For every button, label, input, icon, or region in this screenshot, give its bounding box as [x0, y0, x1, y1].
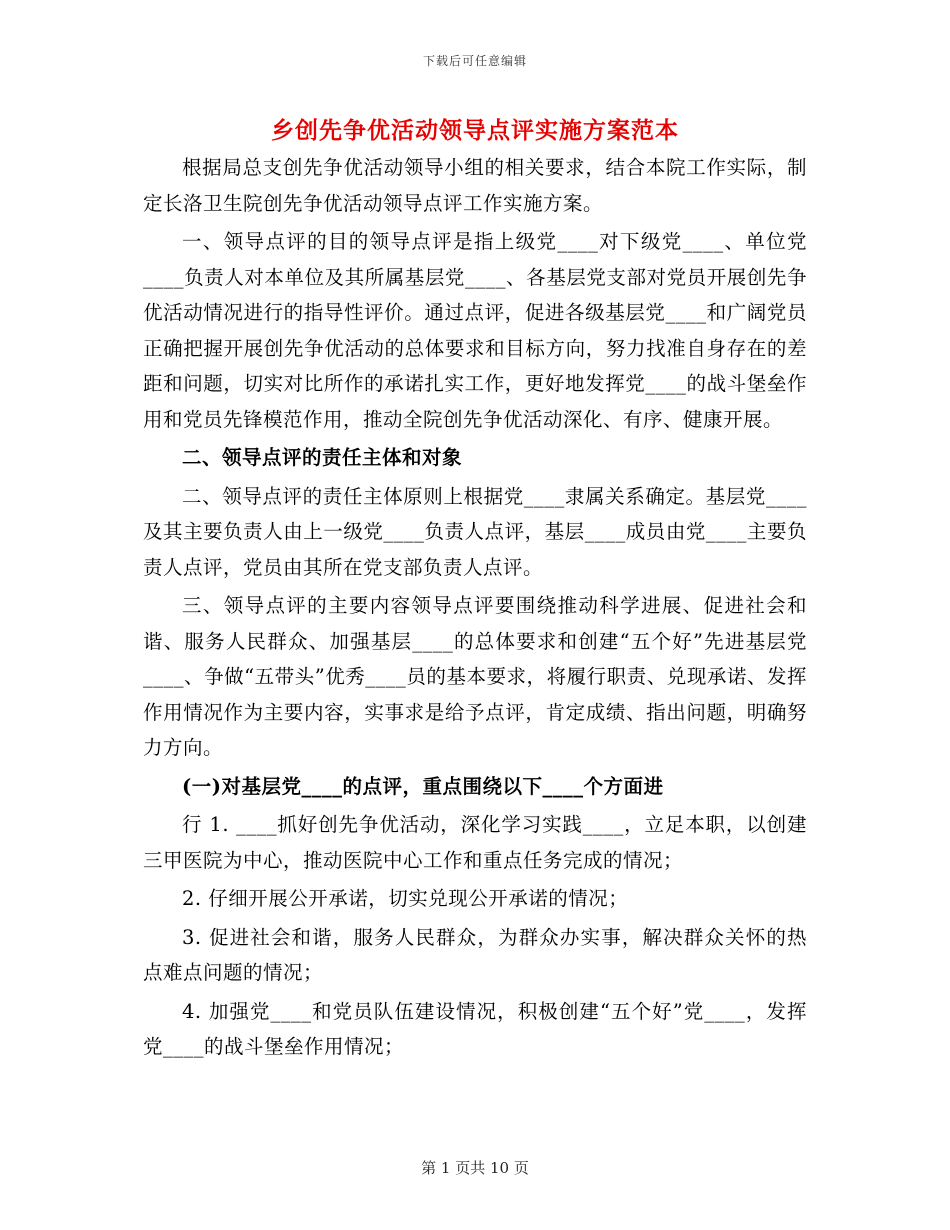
- paragraph-section-2: 二、领导点评的责任主体原则上根据党____隶属关系确定。基层党____及其主要负责人由上一级党____负责人点评，基层____成员由党____主要负责人点评，党员由其所在党支部负责人点评。: [143, 484, 807, 579]
- document-body: [143, 150, 807, 1068]
- paragraph-section-3: 三、领导点评的主要内容领导点评要围绕推动科学进展、促进社会和谐、服务人民群众、加强基层____的总体要求和创建“五个好”先进基层党____、争做“五带头”优秀____员的基本要求，将履行职责、兑现承诺、发挥作用情况作为主要内容，实事求是给予点评，肯定成绩、指出问题，明确努力方向。: [143, 594, 807, 759]
- page-number-footer: 第 1 页共 10 页: [421, 1159, 529, 1177]
- document-title: 乡创先争优活动领导点评实施方案范本: [271, 117, 679, 144]
- list-item-2: 2. 仔细开展公开承诺，切实兑现公开承诺的情况；: [182, 887, 629, 910]
- paragraph-section-1: 一、领导点评的目的领导点评是指上级党____对下级党____、单位党____负责人对本单位及其所属基层党____、各基层党支部对党员开展创先争优活动情况进行的指导性评价。通过点评，促进各级基层党____和广阔党员正确把握开展创先争优活动的总体要求和目标方向，努力找准自身存在的差距和问题，切实对比所作的承诺扎实工作，更好地发挥党____的战斗堡垒作用和党员先锋模范作用，推动全院创先争优活动深化、有序、健康开展。: [143, 230, 807, 431]
- list-item-1: 行 1. ____抓好创先争优活动，深化学习实践____，立足本职，以创建三甲医院为中心，推动医院中心工作和重点任务完成的情况；: [143, 813, 807, 872]
- page-header-note: 下载后可任意编辑: [422, 54, 527, 68]
- section-heading-2: 二、领导点评的责任主体和对象: [182, 446, 463, 469]
- subsection-heading-1: (一)对基层党____的点评，重点围绕以下____个方面进: [182, 774, 664, 798]
- paragraph-intro: 根据局总支创先争优活动领导小组的相关要求，结合本院工作实际，制定长洛卫生院创先争优活动领导点评工作实施方案。: [143, 156, 807, 215]
- list-item-3: 3. 促进社会和谐，服务人民群众，为群众办实事，解决群众关怀的热点难点问题的情况；: [143, 925, 807, 984]
- list-item-4: 4. 加强党____和党员队伍建设情况，积极创建“五个好”党____，发挥党____的战斗堡垒作用情况；: [143, 999, 807, 1058]
